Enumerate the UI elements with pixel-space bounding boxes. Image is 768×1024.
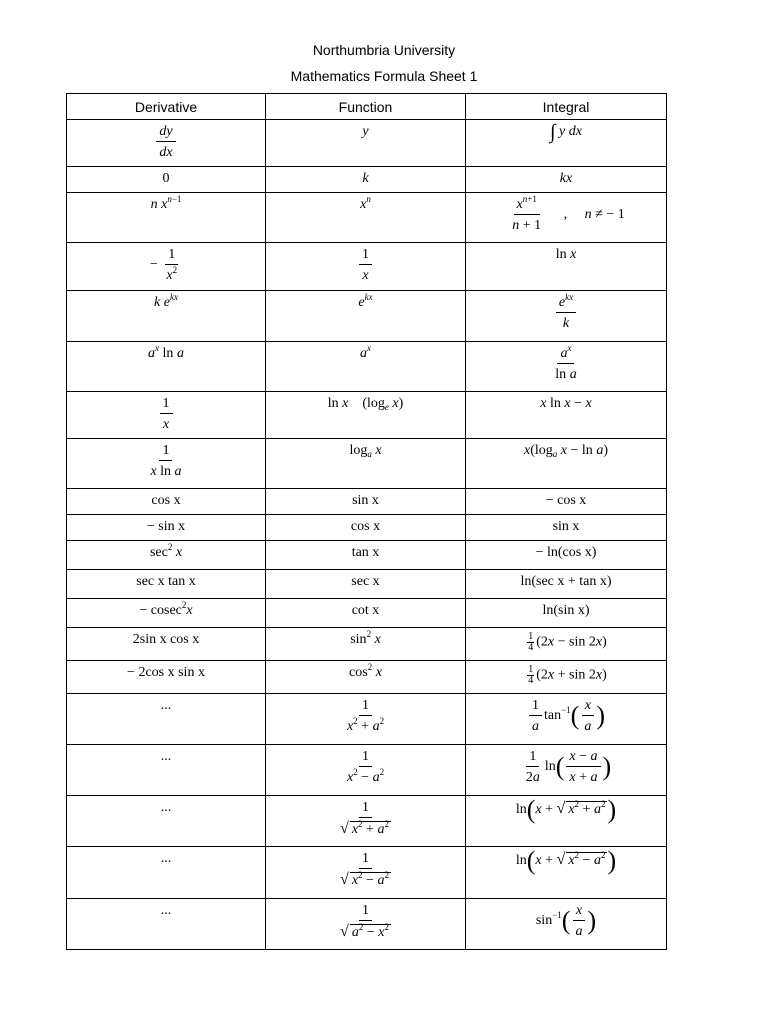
formula: 2sin x cos x (132, 632, 200, 647)
formula: tan x (351, 545, 380, 560)
table-row (67, 796, 667, 847)
formula: ln(sec x + tan x) (520, 574, 612, 589)
formula: $\sin^{-1}$( $\frac{x}{a}$ ) (535, 903, 597, 939)
formula: − cosec$^2$x (139, 600, 193, 618)
formula: $\frac{1}{2a}$ ln( $\frac{x - a}{x + a}$ ) (525, 749, 612, 785)
derivative-cell (67, 515, 266, 541)
table-row (67, 661, 667, 694)
table-row (67, 847, 667, 899)
table-row (67, 599, 667, 628)
integral-cell (466, 570, 667, 599)
table-row (67, 628, 667, 661)
integral-cell (466, 489, 667, 515)
formula: k (362, 171, 369, 186)
derivative-cell (67, 243, 266, 291)
function-cell (266, 745, 466, 796)
integral-cell (466, 599, 667, 628)
formula: $\frac{1}{x^2 + a^2}$ (346, 698, 385, 734)
derivative-cell (67, 899, 266, 950)
formula: ln x ($\log_e$ x) (327, 396, 404, 412)
function-cell (266, 193, 466, 243)
derivative-cell (67, 628, 266, 661)
formula: cot x (351, 603, 380, 618)
formula: $\frac{1}{√ x^2 + a^2}$ (340, 800, 389, 837)
integral-cell (466, 342, 667, 392)
function-cell (266, 489, 466, 515)
formula: n $x^{n-1}$ (150, 194, 182, 212)
table-row (67, 439, 667, 489)
function-cell (266, 661, 466, 694)
function-cell (266, 694, 466, 745)
table-row (67, 193, 667, 243)
formula: ln(x + √ $x^2 - a^2$) (515, 846, 617, 875)
formula: − cos x (545, 493, 587, 508)
formula: $\frac{1}{x}$ (266, 243, 465, 283)
formula: ln(x + √ $x^2 + a^2$) (515, 795, 617, 824)
integral-cell (466, 847, 667, 899)
institution-name: Northumbria University (312, 42, 456, 58)
formula: $\frac{x^{n+1}}{n + 1}$ , n ≠ − 1 (512, 194, 625, 233)
function-cell (266, 120, 466, 167)
table-row (67, 120, 667, 167)
sheet-title: Mathematics Formula Sheet 1 (290, 68, 478, 84)
function-cell (266, 570, 466, 599)
column-header-derivative: Derivative (67, 94, 266, 120)
integral-cell (466, 193, 667, 243)
derivative-cell (67, 847, 266, 899)
table-row (67, 167, 667, 193)
function-cell (266, 392, 466, 439)
table-row (67, 541, 667, 570)
column-header-function: Function (266, 94, 466, 120)
derivative-cell (67, 489, 266, 515)
table-row (67, 489, 667, 515)
derivative-cell (67, 661, 266, 694)
integral-cell (466, 439, 667, 489)
derivative-cell (67, 694, 266, 745)
derivative-cell (67, 342, 266, 392)
formula: $\frac{a^x}{\text{ln a}}$ (555, 343, 577, 382)
derivative-cell (67, 193, 266, 243)
derivative-cell (67, 745, 266, 796)
table-row (67, 745, 667, 796)
formula: $\frac{e^{kx}}{k}$ (466, 291, 666, 331)
integral-cell (466, 392, 667, 439)
derivative-cell (67, 796, 266, 847)
formula: ∫ y dx (550, 121, 582, 143)
formula: sin x (552, 519, 580, 534)
formula: $\frac{1}{\text{x ln a}}$ (150, 443, 182, 479)
formula: ... (160, 903, 172, 918)
function-cell (266, 541, 466, 570)
formula: $\frac{1}{x}$ (67, 392, 265, 432)
formula: $\sec^2 x$ (149, 542, 183, 560)
formula: ln x (555, 247, 577, 262)
formula: − ln(cos x) (535, 545, 597, 560)
integral-cell (466, 541, 667, 570)
derivative-cell (67, 570, 266, 599)
function-cell (266, 628, 466, 661)
derivative-cell (67, 291, 266, 342)
table-row (67, 291, 667, 342)
derivative-cell (67, 120, 266, 167)
formula: ... (160, 698, 172, 713)
integral-cell (466, 243, 667, 291)
formula: $e^{kx}$ (358, 292, 373, 310)
formula: sec x tan x (136, 574, 196, 589)
formula: $\frac{1}{x^2 - a^2}$ (346, 749, 385, 785)
function-cell (266, 847, 466, 899)
table-row (67, 342, 667, 392)
integral-cell (466, 120, 667, 167)
integral-cell (466, 661, 667, 694)
function-cell (266, 899, 466, 950)
integral-cell (466, 167, 667, 193)
formula: ... (160, 800, 172, 815)
formula: $\log_a x$ (349, 443, 382, 459)
formula: − $\frac{1}{x^2}$ (149, 247, 178, 283)
formula: $\frac{1}{4}$ (2x − sin 2x) (528, 631, 607, 653)
formula: $\frac{1}{4}$ (2x + sin 2x) (528, 664, 607, 686)
formula: − 2cos x sin x (127, 665, 205, 680)
function-cell (266, 243, 466, 291)
function-cell (266, 167, 466, 193)
table-row (67, 694, 667, 745)
derivative-cell (67, 439, 266, 489)
formula: $x^n$ (360, 194, 371, 212)
formula: $\cos^2 x$ (349, 662, 382, 680)
formula: ... (160, 851, 172, 866)
formula: cos x (350, 519, 381, 534)
derivative-cell (67, 392, 266, 439)
formula: $\frac{1}{a}$ $\tan^{-1}$( $\frac{x}{a}$ ) (466, 694, 666, 734)
formula: k $e^{kx}$ (154, 292, 178, 310)
formula: $\frac{1}{√ x^2 - a^2}$ (340, 851, 389, 888)
integral-cell (466, 745, 667, 796)
integral-cell (466, 515, 667, 541)
table-row (67, 392, 667, 439)
formula: $\frac{dy}{dx}$ (67, 120, 265, 160)
formula-table (66, 93, 667, 950)
derivative-cell (67, 167, 266, 193)
function-cell (266, 599, 466, 628)
formula: y (362, 124, 369, 139)
formula: x ln x − x (540, 396, 592, 411)
function-cell (266, 342, 466, 392)
integral-cell (466, 899, 667, 950)
formula: 0 (162, 171, 170, 186)
table-row (67, 899, 667, 950)
integral-cell (466, 628, 667, 661)
function-cell (266, 439, 466, 489)
function-cell (266, 796, 466, 847)
formula: cos x (151, 493, 181, 508)
function-cell (266, 291, 466, 342)
formula: $x(\log_a$ x − ln a) (524, 443, 608, 459)
table-row (67, 515, 667, 541)
formula: sec x (351, 574, 380, 589)
formula: sin x (352, 493, 379, 508)
table-header-row (67, 94, 667, 120)
derivative-cell (67, 599, 266, 628)
formula: $a^x$ ln a (148, 343, 184, 361)
function-cell (266, 515, 466, 541)
formula: − sin x (146, 519, 186, 534)
integral-cell (466, 694, 667, 745)
formula: $\sin^2 x$ (350, 629, 381, 647)
formula: $a^x$ (360, 343, 371, 361)
formula: $\frac{1}{√ a^2 - x^2}$ (340, 903, 389, 940)
formula: kx (559, 171, 573, 186)
column-header-integral: Integral (466, 94, 667, 120)
table-row (67, 570, 667, 599)
formula: ln(sin x) (542, 603, 590, 618)
derivative-cell (67, 541, 266, 570)
table-row (67, 243, 667, 291)
integral-cell (466, 291, 667, 342)
formula: ... (160, 749, 172, 764)
integral-cell (466, 796, 667, 847)
